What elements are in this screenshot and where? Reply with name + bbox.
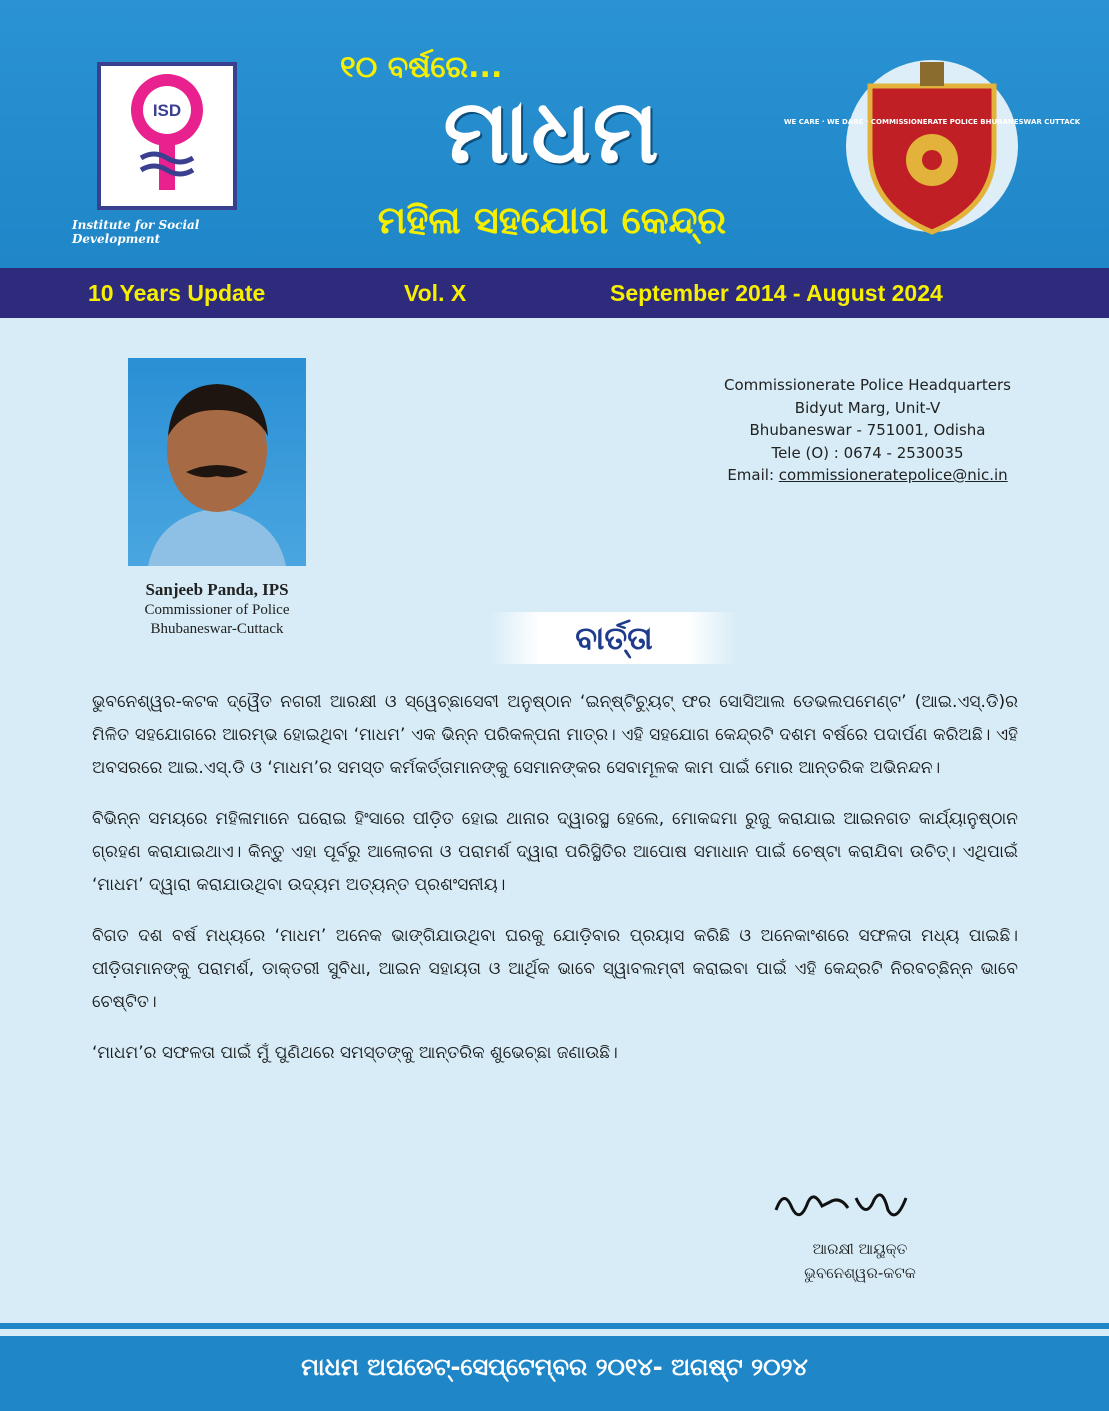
email-link[interactable]: commissioneratepolice@nic.in [778,466,1008,484]
update-bar [0,268,1109,318]
isd-caption: Institute for Social Development [72,218,200,246]
footer-divider [0,1323,1109,1329]
phone-line: Tele (O) : 0674 - 2530035 [771,443,964,462]
portrait-icon [128,358,306,566]
isd-symbol-icon [101,66,233,206]
masthead-kicker: ୧୦ ବର୍ଷରେ... [340,50,503,85]
signoff-place: ଭୁବନେଶ୍ୱର-କଟକ [804,1264,916,1282]
police-emblem [783,56,1081,246]
signoff-title: ଆରକ୍ଷୀ ଆୟୁକ୍ତ [812,1240,908,1258]
commissioner-name: Sanjeeb Panda, IPS [145,580,289,599]
address-line: Commissionerate Police Headquarters [724,376,1011,394]
header-banner [0,0,1109,268]
email-line [690,464,1045,487]
footer-bar: ମାଧମ ଅପଡେଟ୍-ସେପ୍ଟେମ୍ବର ୨୦୧୪- ଅଗଷ୍ଟ ୨୦୨୪ [0,1336,1109,1411]
police-emblem-text: WE CARE · WE DARE · COMMISSIONERATE POLICE BHUBANESWAR CUTTACK [783,118,1081,126]
message-paragraph: ବିଭିନ୍ନ ସମୟରେ ମହିଳାମାନେ ଘରୋଇ ହିଂସାରେ ପୀଡ଼ିତ ହୋଇ ଥାନାର ଦ୍ୱାରସ୍ଥ ହେଲେ, ମୋକଦ୍ଦମା ରୁଜୁ କରାଯାଇ ଆଇନଗତ କାର୍ଯ୍ୟାନୁଷ୍ଠାନ ଗ୍ରହଣ କରାଯାଇଥାଏ। କିନ୍ତୁ ଏହା ପୂର୍ବରୁ ଆଲୋଚନା ଓ ପରାମର୍ଶ ଦ୍ୱାରା ପରିସ୍ଥିତିର ଆପୋଷ ସମାଧାନ ପାଇଁ ଚେଷ୍ଟା କରାଯିବା ଉଚିତ୍। ଏଥିପାଇଁ ‘ମାଧମ’ ଦ୍ୱାରା କରାଯାଉଥିବା ଉଦ୍ୟମ ଅତ୍ୟନ୍ତ ପ୍ରଶଂସନୀୟ। [92,809,1018,895]
masthead-title: ମାଧମ [443,80,661,183]
masthead-tagline: ମହିଳା ସହଯୋଗ କେନ୍ଦ୍ର [377,198,727,242]
email-label: Email: [727,466,779,484]
emblem-crest-icon [920,62,944,86]
address-block [690,374,1045,487]
volume-label: Vol. X [404,280,467,306]
commissioner-role: Commissioner of Police [144,602,290,618]
isd-logo [97,62,237,210]
message-paragraph: ବିଗତ ଦଶ ବର୍ଷ ମଧ୍ୟରେ ‘ମାଧମ’ ଅନେକ ଭାଙ୍ଗିଯାଉଥିବା ଘରକୁ ଯୋଡ଼ିବାର ପ୍ରୟାସ କରିଛି ଓ ଅନେକାଂଶରେ ସଫଳତା ମଧ୍ୟ ପାଇଛି। ପୀଡ଼ିତାମାନଙ୍କୁ ପରାମର୍ଶ, ଡାକ୍ତରୀ ସୁବିଧା, ଆଇନ ସହାୟତା ଓ ଆର୍ଥିକ ଭାବେ ସ୍ୱାବଲମ୍ବୀ କରାଇବା ପାଇଁ ଏହି କେନ୍ଦ୍ରଟି ନିରବଚ୍ଛିନ୍ନ ଭାବେ ଚେଷ୍ଟିତ। [92,926,1018,1012]
message-body [92,686,1018,1088]
update-bar-left: 10 Years Update [88,280,266,306]
message-heading: ବାର୍ତ୍ତା [490,612,738,664]
message-paragraph: ଭୁବନେଶ୍ୱର-କଟକ ଦ୍ୱୈତ ନଗରୀ ଆରକ୍ଷୀ ଓ ସ୍ୱେଚ୍ଛାସେବୀ ଅନୁଷ୍ଠାନ ‘ଇନ୍ଷ୍ଟିଚ୍ୟୁଟ୍ ଫର ସୋସିଆଲ ଡେଭଲପମେଣ୍ଟ’ (ଆଇ.ଏସ୍.ଡି)ର ମିଳିତ ସହଯୋଗରେ ଆରମ୍ଭ ହୋଇଥିବା ‘ମାଧମ’ ଏକ ଭିନ୍ନ ପରିକଳ୍ପନା ମାତ୍ର। ଏହି ସହଯୋଗ କେନ୍ଦ୍ରଟି ଦଶମ ବର୍ଷରେ ପଦାର୍ପଣ କରିଅଛି। ଏହି ଅବସରରେ ଆଇ.ଏସ୍.ଡି ଓ ‘ମାଧମ’ର ସମସ୍ତ କର୍ମକର୍ତ୍ତାମାନଙ୍କୁ ସେମାନଙ୍କର ସେବାମୂଳକ କାମ ପାଇଁ ମୋର ଆନ୍ତରିକ ଅଭିନନ୍ଦନ। [92,692,1018,778]
commissioner-place: Bhubaneswar-Cuttack [150,621,284,637]
commissioner-photo [128,358,306,566]
message-paragraph: ‘ମାଧମ’ର ସଫଳତା ପାଇଁ ମୁଁ ପୁଣିଥରେ ସମସ୍ତଙ୍କୁ ଆନ୍ତରିକ ଶୁଭେଚ୍ଛା ଜଣାଉଛି। [92,1043,618,1063]
date-range: September 2014 - August 2024 [610,280,943,306]
isd-logo-text: ISD [152,101,182,120]
address-line: Bhubaneswar - 751001, Odisha [749,421,986,439]
address-line: Bidyut Marg, Unit-V [794,398,941,417]
handwritten-signature [770,1180,920,1230]
